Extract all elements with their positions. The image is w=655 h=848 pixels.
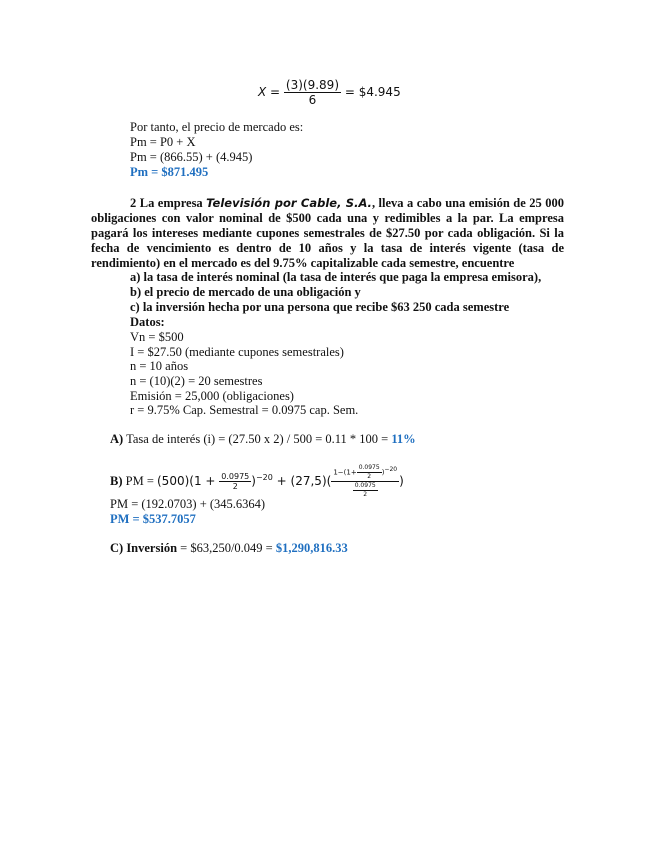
answer-c-label: C) Inversión <box>110 541 178 555</box>
company-name: Televisión por Cable, S.A. <box>206 196 372 210</box>
formula-term-1-close: ) <box>251 474 256 488</box>
formula-term-2-den-num: 0.0975 <box>354 482 376 489</box>
answer-c-result: $1,290,816.33 <box>275 541 348 555</box>
datos-item: n = 10 años <box>130 359 189 373</box>
formula-term-1-a: (500)(1 + <box>157 474 220 488</box>
formula-term-2-fraction <box>331 464 399 499</box>
market-intro: Por tanto, el precio de mercado es: <box>130 120 304 134</box>
answer-b-line-2: PM = (192.0703) + (345.6364) <box>110 497 266 511</box>
formula-close: ) <box>399 474 404 488</box>
formula-term-2-inner-den: 2 <box>367 473 372 480</box>
datos-item: Vn = $500 <box>130 330 184 344</box>
datos-item: n = (10)(2) = 20 semestres <box>130 374 263 388</box>
answer-c-text: = $63,250/0.049 = <box>177 541 276 555</box>
datos-item: r = 9.75% Cap. Semestral = 0.0975 cap. Sem. <box>130 403 359 417</box>
answer-b-pm: PM = <box>122 474 157 488</box>
answer-b-label: B) <box>110 474 123 488</box>
equation-x <box>258 78 401 107</box>
formula-term-1-den: 2 <box>232 482 238 491</box>
formula-term-2-top-a: 1−(1+ <box>333 468 357 477</box>
problem-line-5: rendimiento) en el mercado es del 9.75% capitalizable cada semestre, encuentre <box>91 256 515 270</box>
equation-denominator: 6 <box>308 93 317 107</box>
datos-item: I = $27.50 (mediante cupones semestrales) <box>130 345 344 359</box>
formula-term-2-exponent: −20 <box>384 466 398 474</box>
problem-line-2: obligaciones con valor nominal de $500 cada una y redimibles a la par. La empresa <box>91 211 564 225</box>
question-a: a) la tasa de interés nominal (la tasa de interés que paga la empresa emisora), <box>130 270 542 284</box>
formula-term-2-inner-num: 0.0975 <box>358 464 380 471</box>
equation-fraction <box>284 78 341 107</box>
formula-term-2-den-den: 2 <box>363 491 368 498</box>
problem-line-3: pagará los intereses mediante cupones semestrales de $27.50 por cada obligación. Si la <box>91 226 564 240</box>
equation-numerator: (3)(9.89) <box>285 78 340 92</box>
formula-term-2-a: + (27,5)( <box>272 474 332 488</box>
equation-rhs: = $4.945 <box>344 85 401 99</box>
formula-term-2-den-fraction <box>353 482 378 499</box>
formula-term-2-num: 1−(1+ $\frac{0.0975}{2}$ )$^{-20}$ <box>333 464 398 480</box>
problem-paragraph <box>91 196 564 271</box>
question-c: c) la inversión hecha por una persona que recibe $63 250 cada semestre <box>130 300 510 314</box>
problem-line-1b: , lleva a cabo una emisión de 25 000 <box>371 196 564 210</box>
market-line-2: Pm = (866.55) + (4.945) <box>130 150 253 164</box>
question-b: b) el precio de mercado de una obligación y <box>130 285 361 299</box>
answer-a-text: Tasa de interés (i) = (27.50 x 2) / 500 = 0.11 * 100 = <box>123 432 392 446</box>
answer-a-result: 11% <box>391 432 416 446</box>
problem-line-1a: 2 La empresa <box>130 196 207 210</box>
equation-lhs: X = <box>258 85 281 99</box>
formula-term-1-fraction <box>219 472 251 491</box>
problem-line-4: fecha de vencimiento es dentro de 10 años y la tasa de interés vigente (tasa de <box>91 241 564 255</box>
formula-term-1 <box>157 464 404 498</box>
answer-a <box>110 432 416 447</box>
formula-term-2-inner-fraction <box>357 464 382 481</box>
formula-term-2-den <box>331 482 399 499</box>
answer-b-result: PM = $537.7057 <box>110 512 196 526</box>
datos-title: Datos: <box>130 315 165 329</box>
answer-b-formula <box>110 464 404 499</box>
formula-term-1-exponent: −20 <box>255 473 273 482</box>
answer-a-label: A) <box>110 432 124 446</box>
problem-line-1 <box>91 196 564 211</box>
market-line-1: Pm = P0 + X <box>130 135 196 149</box>
answer-c <box>110 541 348 556</box>
formula-term-1-num: 0.0975 <box>221 472 250 481</box>
market-result: Pm = $871.495 <box>130 165 209 179</box>
datos-item: Emisión = 25,000 (obligaciones) <box>130 389 294 403</box>
